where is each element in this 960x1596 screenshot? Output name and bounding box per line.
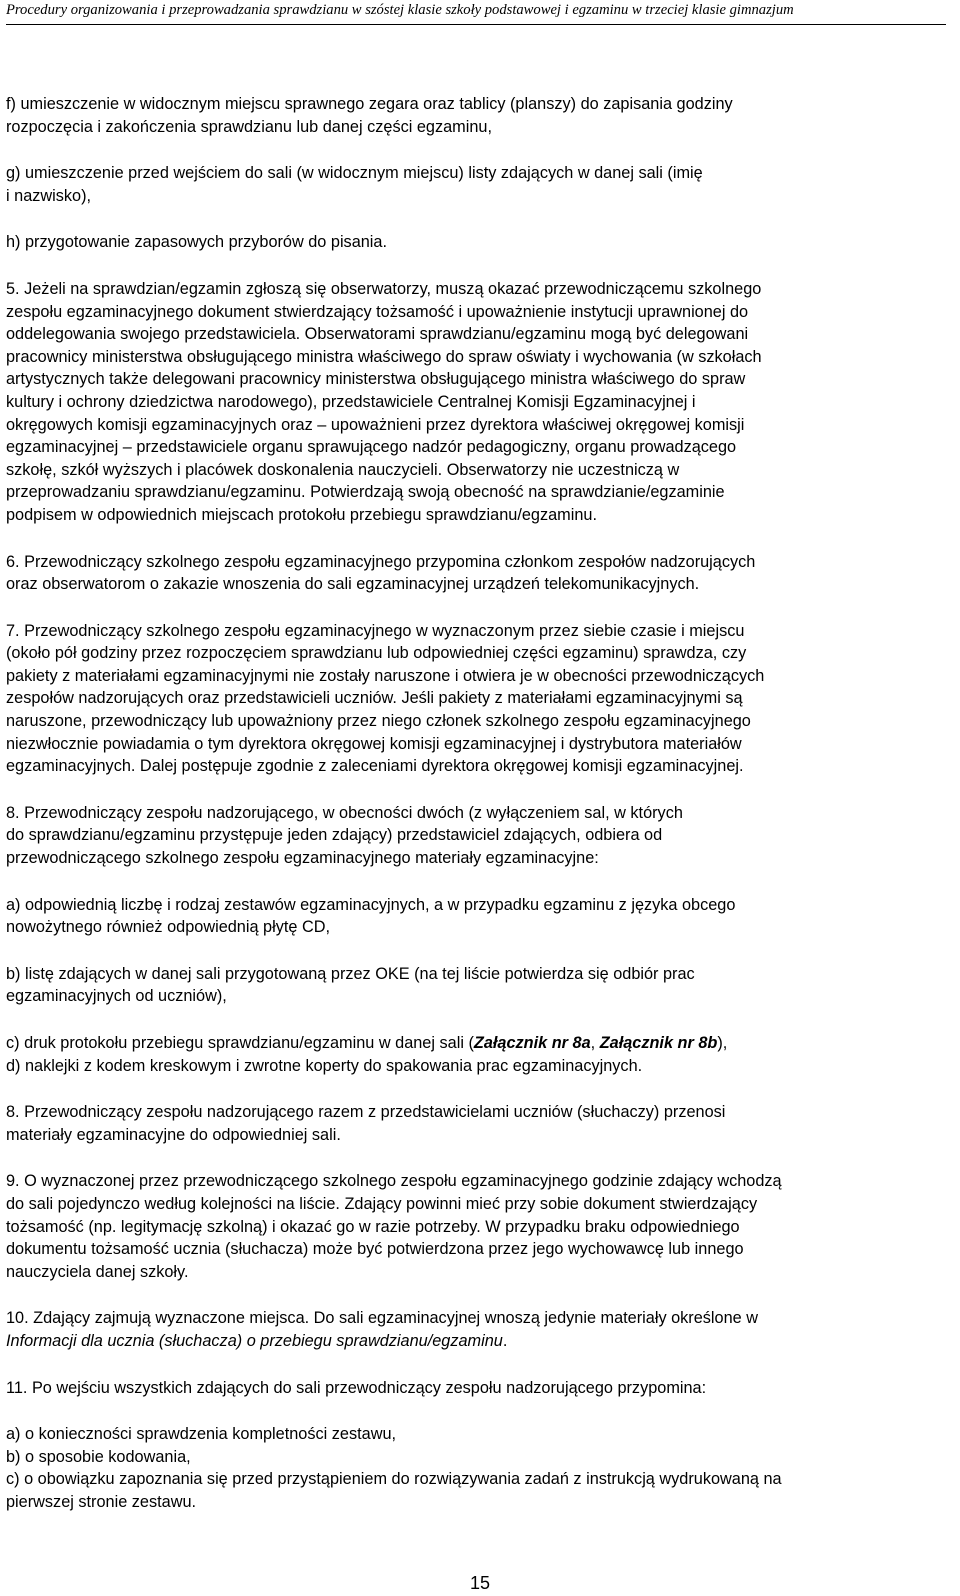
item-g: g) umieszczenie przed wejściem do sali (w widocznym miejscu) listy zdających w danej sali (imię i nazwisko), [6,164,703,205]
item-f: f) umieszczenie w widocznym miejscu sprawnego zegara oraz tablicy (planszy) do zapisania godziny rozpoczęcia i zakończenia sprawdzianu lub danej części egzaminu, [6,95,733,136]
paragraph-8-receive: 8. Przewodniczący zespołu nadzorującego, w obecności dwóch (z wyłączeniem sal, w których do sprawdzianu/egzaminu przystępuje jeden zdający) przedstawiciel zdających, odbiera od przewodniczącego szkolnego zespołu egzaminacyjnego materiały egzaminacyjne: [6,803,683,868]
paragraph-5: 5. Jeżeli na sprawdzian/egzamin zgłoszą się obserwatorzy, muszą okazać przewodniczącemu szkolnego zespołu egzaminacyjnego dokument stwierdzający tożsamość i upoważnienie instytucji uprawnionej do oddelegowania swojego przedstawiciela. Obserwatorami sprawdzianu/egzaminu mogą być delegowani pracownicy ministerstwa obsługującego ministra właściwego do spraw oświaty i wychowania (w szkołach artystycznych także delegowani pracownicy ministerstwa obsługującego ministra właściwego do spraw kultury i ochrony dziedzictwa narodowego), przedstawiciele Centralnej Komisji Egzaminacyjnej i okręgowych komisji egzaminacyjnych oraz – upoważnieni przez dyrektora właściwej okręgowej komisji egzaminacyjnej – przedstawiciele organu sprawującego nadzór pedagogiczny, organu prowadzącego szkołę, szkół wyższych i placówek doskonalenia nauczycieli. Obserwatorzy nie uczestniczą w przeprowadzaniu sprawdzianu/egzaminu. Potwierdzają swoją obecność na sprawdzianie/egzaminie podpisem w odpowiednich miejscach protokołu przebiegu sprawdzianu/egzaminu. [6,279,762,524]
paragraph-10-text: 10. Zdający zajmują wyznaczone miejsca. Do sali egzaminacyjnej wnoszą jedynie materiały określone w [6,1309,758,1328]
paragraph-7: 7. Przewodniczący szkolnego zespołu egzaminacyjnego w wyznaczonym przez siebie czasie i miejscu (około pół godziny przez rozpoczęciem sprawdzianu lub odpowiedniej części egzaminu) sprawdza, czy pakiety z materiałami egzaminacyjnymi nie zostały naruszone i otwiera je w obecności przewodniczących zespołów nadzorujących oraz przedstawicieli uczniów. Jeśli pakiety z materiałami egzaminacyjnymi są naruszone, przewodniczący lub upoważniony przez niego członek szkolnego zespołu egzaminacyjnego niezwłocznie powiadamia o tym dyrektora okręgowej komisji egzaminacyjnej i dystrybutora materiałów egzaminacyjnych. Dalej postępuje zgodnie z zaleceniami dyrektora okręgowej komisji egzaminacyjnej. [6,621,765,776]
item-11-b: b) o sposobie kodowania, [6,1447,191,1466]
running-header: Procedury organizowania i przeprowadzania sprawdzianu w szóstej klasie szkoły podstawowej i egzaminu w trzeciej klasie gimnazjum [6,2,794,18]
attachment-8b: Załącznik nr 8b [599,1034,718,1052]
info-document-title: Informacji dla ucznia (słuchacza) o przebiegu sprawdzianu/egzaminu [6,1331,503,1350]
paragraph-8-carry: 8. Przewodniczący zespołu nadzorującego razem z przedstawicielami uczniów (słuchaczy) przenosi materiały egzaminacyjne do odpowiedniej sali. [6,1103,726,1144]
paragraph-6: 6. Przewodniczący szkolnego zespołu egzaminacyjnego przypomina członkom zespołów nadzorujących oraz obserwatorom o zakazie wnoszenia do sali egzaminacyjnej urządzeń telekomunikacyjnych. [6,552,756,594]
paragraph-10 [6,1307,948,1352]
page-number: 15 [469,1573,491,1593]
document-body [6,93,948,1514]
item-8-c-separator: , [590,1034,600,1052]
item-8-b: b) listę zdających w danej sali przygotowaną przez OKE (na tej liście potwierdza się odbiór prac egzaminacyjnych od uczniów), [6,964,695,1006]
item-8-d: d) naklejki z kodem kreskowym i zwrotne koperty do spakowania prac egzaminacyjnych. [6,1056,643,1075]
paragraph-10-end: . [502,1331,508,1350]
item-11-c: c) o obowiązku zapoznania się przed przystąpieniem do rozwiązywania zadań z instrukcją wydrukowaną na pierwszej stronie zestawu. [6,1470,782,1511]
item-8-a: a) odpowiednią liczbę i rodzaj zestawów egzaminacyjnych, a w przypadku egzaminu z języka obcego nowożytnego również odpowiednią płytę CD, [6,895,736,937]
item-8-c-close: ), [717,1034,728,1052]
paragraph-11: 11. Po wejściu wszystkich zdających do sali przewodniczący zespołu nadzorującego przypomina: [6,1378,707,1397]
item-h: h) przygotowanie zapasowych przyborów do pisania. [6,233,388,252]
item-11-a: a) o konieczności sprawdzenia kompletności zestawu, [6,1425,397,1444]
item-8-c-text: c) druk protokołu przebiegu sprawdzianu/egzaminu w danej sali ( [6,1034,474,1052]
item-8-c [6,1032,948,1055]
paragraph-9: 9. O wyznaczonej przez przewodniczącego szkolnego zespołu egzaminacyjnego godzinie zdający wchodzą do sali pojedynczo według kolejności na liście. Zdający powinni mieć przy sobie dokument stwierdzający tożsamość (np. legitymację szkolną) i okazać go w razie potrzeby. W przypadku braku odpowiedniego dokumentu tożsamość ucznia (słuchacza) może być potwierdzona przez jego wychowawcę lub innego nauczyciela danej szkoły. [6,1172,782,1281]
attachment-8a: Załącznik nr 8a [473,1034,591,1052]
header-divider [6,24,946,25]
